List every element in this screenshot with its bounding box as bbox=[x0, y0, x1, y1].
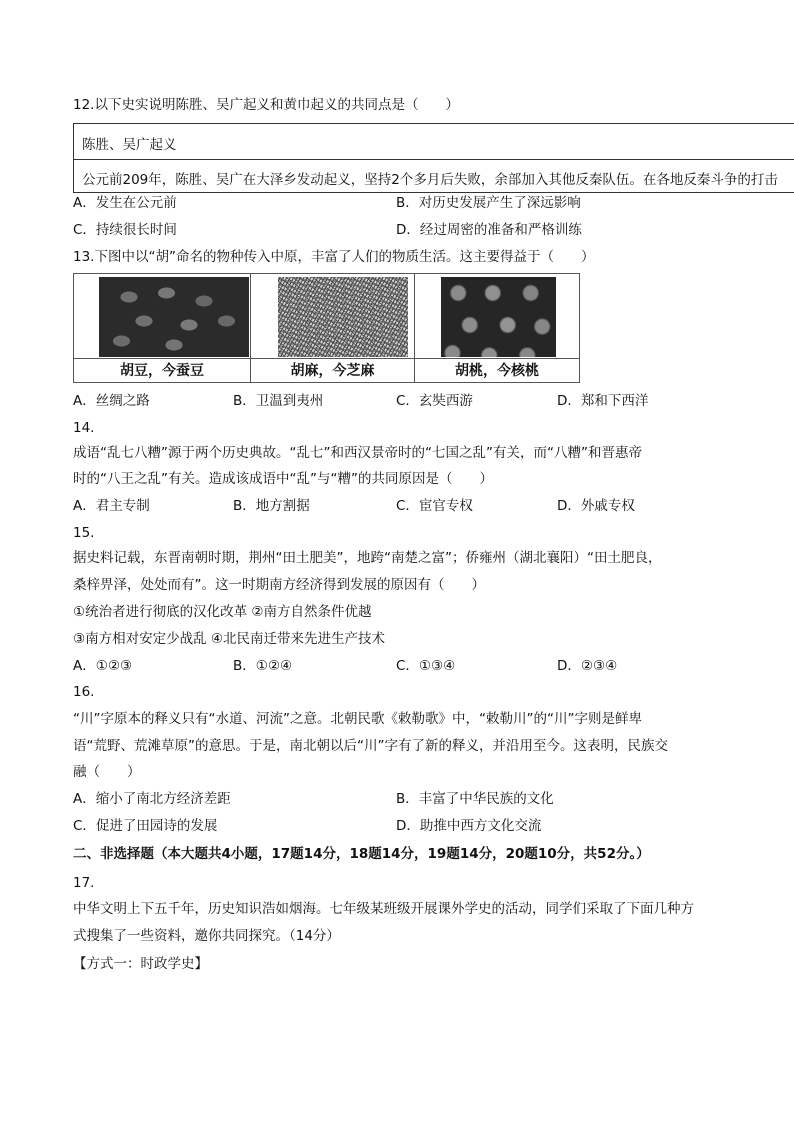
q15-option-b: B．①②④ bbox=[233, 658, 293, 674]
q13-caption-2: 胡麻，今芝麻 bbox=[251, 358, 414, 383]
q15-option-a: A．①②③ bbox=[73, 658, 133, 674]
q13-caption-1: 胡豆，今蚕豆 bbox=[74, 358, 250, 383]
q16-number: 16. bbox=[73, 684, 95, 700]
q12-table-cell: 公元前209年，陈胜、吴广在大泽乡发动起义，坚持2个多月后失败，余部加入其他反秦队伍。在各地反秦斗争的打击 bbox=[82, 172, 778, 188]
q13-option-a: A．丝绸之路 bbox=[73, 393, 150, 409]
q12-stem: 12.以下史实说明陈胜、吴广起义和黄巾起义的共同点是（ ） bbox=[73, 97, 459, 113]
q16-option-c: C．促进了田园诗的发展 bbox=[73, 818, 218, 834]
q12-option-a: A．发生在公元前 bbox=[73, 195, 177, 211]
q13-image-strip bbox=[73, 273, 580, 383]
q14-option-a: A．君主专制 bbox=[73, 498, 150, 514]
q17-line-1: 中华文明上下五千年，历史知识浩如烟海。七年级某班级开展课外学史的活动，同学们采取了下面几种方 bbox=[73, 901, 694, 917]
q17-method-1: 【方式一：时政学史】 bbox=[73, 956, 208, 972]
q12-option-b: B．对历史发展产生了深远影响 bbox=[396, 195, 581, 211]
q14-number: 14. bbox=[73, 420, 95, 436]
q13-caption-3: 胡桃，今核桃 bbox=[415, 358, 579, 383]
q15-option-d: D．②③④ bbox=[557, 658, 618, 674]
q14-line-2: 时的“八王之乱”有关。造成该成语中“乱”与“糟”的共同原因是（ ） bbox=[73, 471, 493, 487]
q13-option-d: D．郑和下西洋 bbox=[557, 393, 649, 409]
section-2-title: 二、非选择题（本大题共4小题，17题14分，18题14分，19题14分，20题10分，共52分。） bbox=[73, 846, 650, 862]
q16-option-a: A．缩小了南北方经济差距 bbox=[73, 791, 231, 807]
broad-bean-photo bbox=[99, 277, 249, 357]
q12-option-d: D．经过周密的准备和严格训练 bbox=[396, 222, 582, 238]
q15-line-2: 桑梓畀泽，处处而有”。这一时期南方经济得到发展的原因有（ ） bbox=[73, 577, 485, 593]
q12-table-header: 陈胜、吴广起义 bbox=[82, 137, 177, 153]
q14-option-d: D．外戚专权 bbox=[557, 498, 635, 514]
q15-line-1: 据史料记载，东晋南朝时期，荆州“田土肥美”，地跨“南楚之富”；侨雍州（湖北襄阳）“田土肥良， bbox=[73, 550, 662, 566]
q17-line-2: 式搜集了一些资料，邀你共同探究。（14分） bbox=[73, 928, 340, 944]
sesame-photo bbox=[278, 277, 408, 357]
q16-line-3: 融（ ） bbox=[73, 764, 141, 780]
q15-number: 15. bbox=[73, 525, 95, 541]
q13-stem: 13.下图中以“胡”命名的物种传入中原，丰富了人们的物质生活。这主要得益于（ ） bbox=[73, 249, 595, 265]
walnut-photo bbox=[441, 277, 556, 357]
q12-option-c: C．持续很长时间 bbox=[73, 222, 177, 238]
q15-line-4: ③南方相对安定少战乱 ④北民南迁带来先进生产技术 bbox=[73, 631, 385, 647]
q16-option-d: D．助推中西方文化交流 bbox=[396, 818, 542, 834]
q12-table bbox=[73, 123, 794, 193]
q16-option-b: B．丰富了中华民族的文化 bbox=[396, 791, 554, 807]
q13-option-b: B．卫温到夷州 bbox=[233, 393, 324, 409]
q17-number: 17. bbox=[73, 875, 95, 891]
q13-option-c: C．玄奘西游 bbox=[396, 393, 473, 409]
q16-line-2: 语“荒野、荒滩草原”的意思。于是，南北朝以后“川”字有了新的释义，并沿用至今。这表明，民族交 bbox=[73, 738, 668, 754]
q14-option-b: B．地方割据 bbox=[233, 498, 310, 514]
q14-line-1: 成语“乱七八糟”源于两个历史典故。“乱七”和西汉景帝时的“七国之乱”有关，而“八糟”和晋惠帝 bbox=[73, 445, 642, 461]
q15-line-3: ①统治者进行彻底的汉化改革 ②南方自然条件优越 bbox=[73, 604, 372, 620]
q16-line-1: “川”字原本的释义只有“水道、河流”之意。北朝民歌《敕勒歌》中，“敕勒川”的“川”字则是鲜卑 bbox=[73, 711, 642, 727]
q14-option-c: C．宦官专权 bbox=[396, 498, 473, 514]
q12-table-header-row bbox=[74, 124, 794, 160]
q15-option-c: C．①③④ bbox=[396, 658, 456, 674]
